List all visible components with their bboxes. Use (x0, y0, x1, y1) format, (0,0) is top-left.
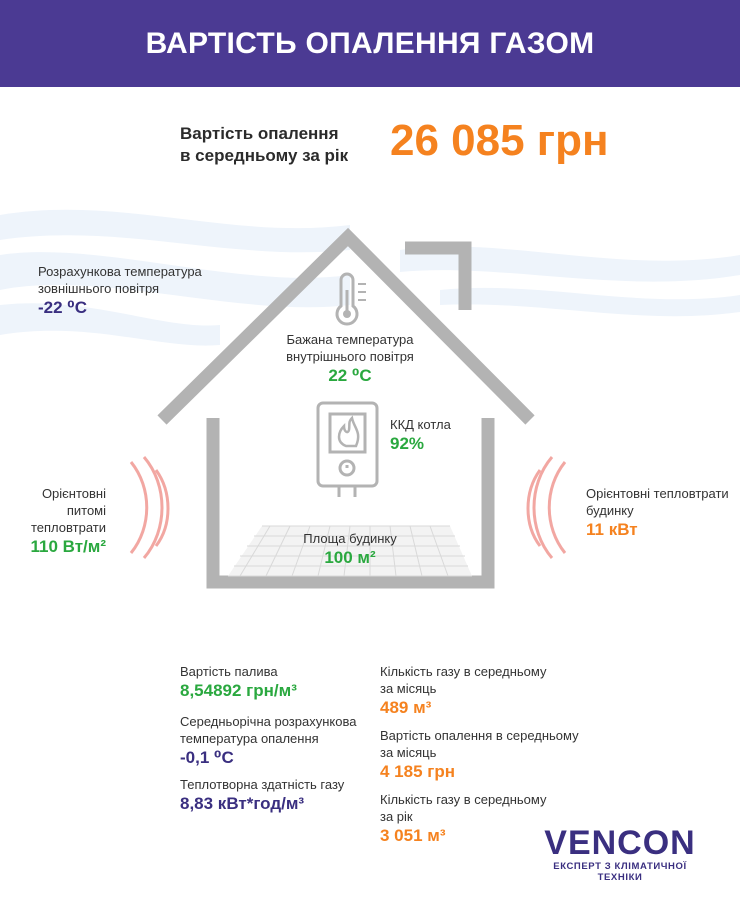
avg-heating-temp-value: -0,1 ⁰C (180, 748, 234, 767)
boiler-efficiency-value: 92% (390, 434, 425, 453)
logo-tagline: ЕКСПЕРТ З КЛІМАТИЧНОЇ ТЕХНІКИ (553, 861, 687, 883)
logo-wordmark: VENCON (544, 824, 696, 862)
gas-per-month-block: Кількість газу в середньому за місяць 489 м³ (380, 664, 547, 717)
boiler-efficiency-block: ККД котла 92% (390, 417, 451, 453)
heat-wave-icon (528, 457, 565, 558)
fuel-cost-value: 8,54892 грн/м³ (180, 681, 297, 700)
thermometer-icon (337, 274, 366, 324)
building-heat-loss-value: 11 кВт (586, 520, 638, 539)
specific-heat-loss-value: 110 Вт/м² (30, 537, 106, 556)
gas-per-year-value: 3 051 м³ (380, 826, 446, 845)
cost-per-month-value: 4 185 грн (380, 762, 455, 781)
boiler-flame-icon (318, 403, 377, 497)
building-area-value: 100 м² (324, 548, 376, 567)
outdoor-temp-block: Розрахункова температура зовнішнього повітря -22 ⁰C (38, 264, 202, 317)
gas-calorific-value: 8,83 кВт*год/м³ (180, 794, 305, 813)
building-area-block: Площа будинку 100 м² (270, 530, 430, 569)
building-heat-loss-block: Орієнтовні тепловтрати будинку 11 кВт (586, 486, 729, 539)
cost-per-month-block: Вартість опалення в середньому за місяць 4 185 грн (380, 728, 579, 781)
annual-cost-label: Вартість опалення в середньому за рік (180, 124, 349, 165)
heat-wave-icon (131, 457, 168, 558)
fuel-cost-block: Вартість палива 8,54892 грн/м³ (180, 664, 297, 700)
gas-per-month-value: 489 м³ (380, 698, 432, 717)
outdoor-temp-value: -22 ⁰C (38, 298, 88, 317)
annual-cost-value: 26 085 грн (390, 116, 609, 165)
specific-heat-loss-block: Орієнтовні питомі тепловтрати 110 Вт/м² (0, 485, 106, 558)
gas-per-year-block: Кількість газу в середньому за рік 3 051 м³ (380, 792, 547, 845)
vencon-logo (530, 825, 710, 883)
avg-heating-temp-block: Середньорічна розрахункова температура опалення -0,1 ⁰C (180, 714, 357, 767)
page-title: ВАРТІСТЬ ОПАЛЕННЯ ГАЗОМ (145, 26, 595, 60)
indoor-temp-block: Бажана температура внутрішнього повітря 22 ⁰C (270, 331, 430, 387)
gas-calorific-block: Теплотворна здатність газу 8,83 кВт*год/м³ (180, 777, 345, 813)
indoor-temp-value: 22 ⁰C (328, 366, 372, 385)
